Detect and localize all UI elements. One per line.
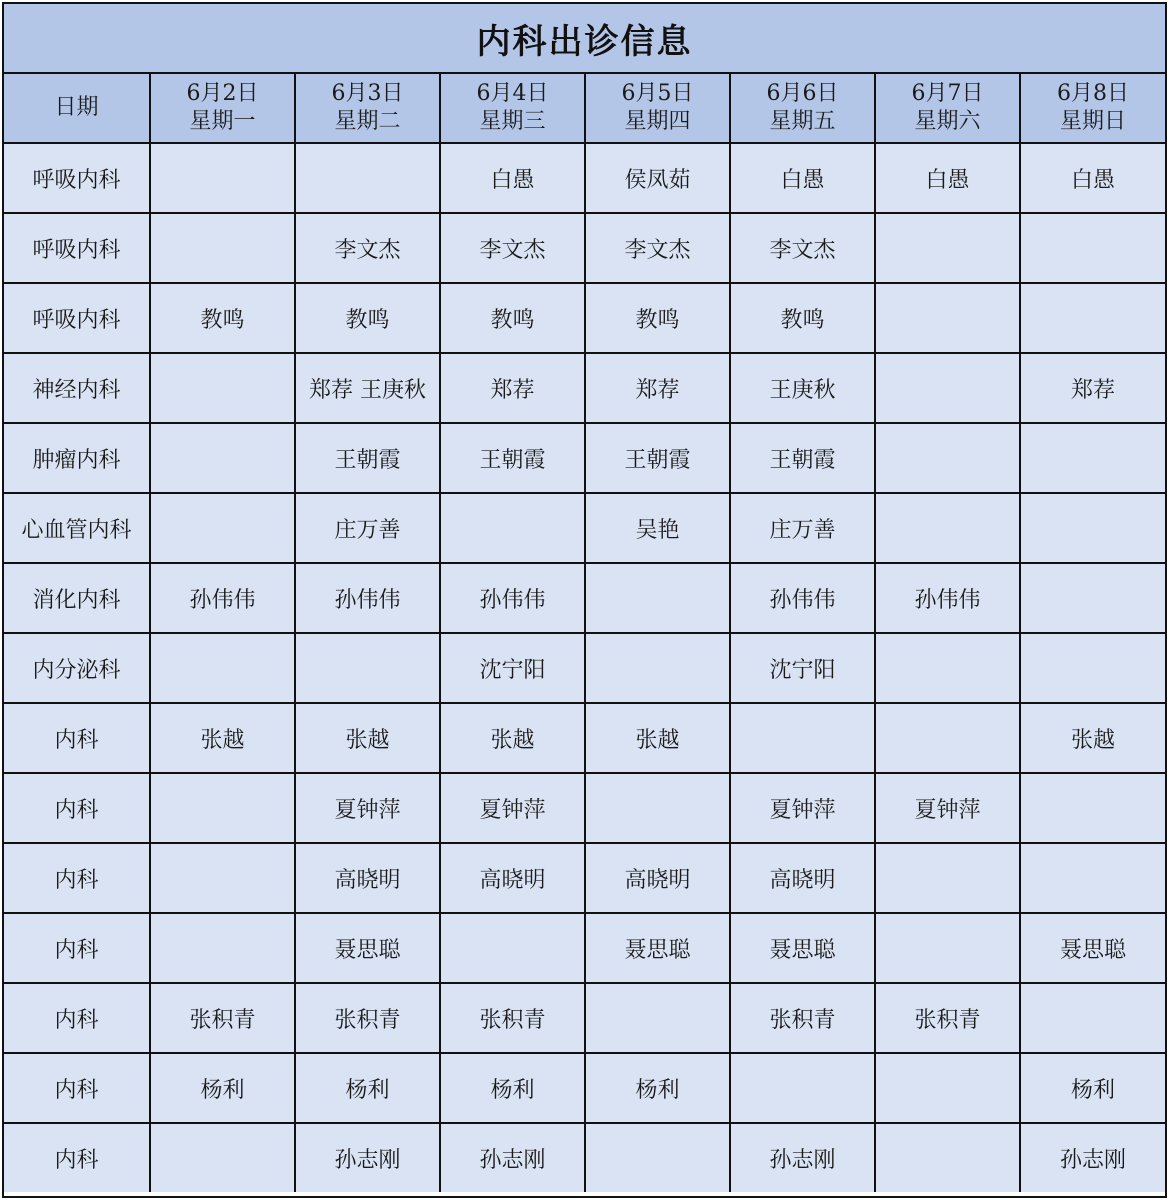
doctor-cell: 杨利	[585, 1053, 730, 1123]
table-row	[4, 983, 1165, 1053]
doctor-cell	[150, 423, 295, 493]
doctor-cell: 李文杰	[295, 213, 440, 283]
table-row	[4, 143, 1165, 213]
department-cell: 消化内科	[4, 563, 150, 633]
table-row	[4, 493, 1165, 563]
doctor-cell: 高晓明	[295, 843, 440, 913]
doctor-cell	[875, 353, 1020, 423]
doctor-cell: 张积青	[440, 983, 585, 1053]
doctor-cell	[150, 773, 295, 843]
day-date: 6月2日	[186, 81, 259, 106]
day-header	[1020, 74, 1165, 143]
doctor-cell	[875, 1123, 1020, 1192]
table-row	[4, 1053, 1165, 1123]
day-date: 6月4日	[476, 81, 549, 106]
doctor-cell: 王朝霞	[295, 423, 440, 493]
doctor-cell: 沈宁阳	[440, 633, 585, 703]
day-date: 6月5日	[621, 81, 694, 106]
doctor-cell: 庄万善	[730, 493, 875, 563]
doctor-cell: 高晓明	[440, 843, 585, 913]
doctor-cell	[1020, 493, 1165, 563]
department-cell: 内科	[4, 1053, 150, 1123]
doctor-cell: 教鸣	[295, 283, 440, 353]
doctor-cell: 李文杰	[585, 213, 730, 283]
doctor-cell	[1020, 843, 1165, 913]
doctor-cell: 聂思聪	[295, 913, 440, 983]
doctor-cell: 教鸣	[730, 283, 875, 353]
doctor-cell: 庄万善	[295, 493, 440, 563]
doctor-cell: 张越	[150, 703, 295, 773]
doctor-cell	[875, 213, 1020, 283]
doctor-cell	[585, 563, 730, 633]
schedule-table	[4, 74, 1165, 1192]
doctor-cell: 杨利	[295, 1053, 440, 1123]
doctor-cell	[150, 353, 295, 423]
doctor-cell: 夏钟萍	[730, 773, 875, 843]
doctor-cell	[295, 143, 440, 213]
doctor-cell: 孙志刚	[295, 1123, 440, 1192]
doctor-cell	[585, 983, 730, 1053]
table-row	[4, 283, 1165, 353]
day-header	[585, 74, 730, 143]
table-row	[4, 773, 1165, 843]
doctor-cell: 王朝霞	[730, 423, 875, 493]
doctor-cell	[875, 283, 1020, 353]
doctor-cell	[585, 1123, 730, 1192]
doctor-cell	[150, 213, 295, 283]
doctor-cell: 孙伟伟	[875, 563, 1020, 633]
department-cell: 神经内科	[4, 353, 150, 423]
doctor-cell: 孙伟伟	[150, 563, 295, 633]
day-header	[875, 74, 1020, 143]
table-row	[4, 213, 1165, 283]
doctor-cell	[1020, 213, 1165, 283]
doctor-cell: 吴艳	[585, 493, 730, 563]
department-cell: 呼吸内科	[4, 283, 150, 353]
doctor-cell: 白愚	[1020, 143, 1165, 213]
doctor-cell	[585, 773, 730, 843]
doctor-cell	[295, 633, 440, 703]
doctor-cell: 王朝霞	[585, 423, 730, 493]
doctor-cell	[875, 633, 1020, 703]
department-cell: 内科	[4, 773, 150, 843]
doctor-cell	[1020, 563, 1165, 633]
doctor-cell	[150, 493, 295, 563]
doctor-cell	[1020, 983, 1165, 1053]
day-header	[295, 74, 440, 143]
doctor-cell: 李文杰	[440, 213, 585, 283]
doctor-cell	[730, 1053, 875, 1123]
doctor-cell: 白愚	[730, 143, 875, 213]
department-cell: 心血管内科	[4, 493, 150, 563]
doctor-cell	[875, 703, 1020, 773]
doctor-cell	[1020, 283, 1165, 353]
day-date: 6月6日	[766, 81, 839, 106]
day-weekday: 星期六	[914, 109, 981, 134]
doctor-cell: 张越	[440, 703, 585, 773]
doctor-cell: 高晓明	[730, 843, 875, 913]
doctor-cell: 杨利	[440, 1053, 585, 1123]
doctor-cell: 张积青	[875, 983, 1020, 1053]
doctor-cell	[875, 843, 1020, 913]
doctor-cell: 侯凤茹	[585, 143, 730, 213]
doctor-cell: 孙伟伟	[730, 563, 875, 633]
doctor-cell: 王朝霞	[440, 423, 585, 493]
doctor-cell: 白愚	[875, 143, 1020, 213]
schedule-sheet	[2, 2, 1167, 1198]
doctor-cell: 孙伟伟	[295, 563, 440, 633]
doctor-cell	[875, 423, 1020, 493]
department-cell: 内科	[4, 1123, 150, 1192]
doctor-cell: 张越	[295, 703, 440, 773]
doctor-cell	[150, 143, 295, 213]
doctor-cell	[875, 493, 1020, 563]
department-cell: 呼吸内科	[4, 213, 150, 283]
day-date: 6月7日	[911, 81, 984, 106]
day-date: 6月8日	[1057, 81, 1129, 106]
doctor-cell: 李文杰	[730, 213, 875, 283]
doctor-cell: 聂思聪	[585, 913, 730, 983]
schedule-title: 内科出诊信息	[4, 4, 1165, 74]
doctor-cell	[150, 913, 295, 983]
table-row	[4, 633, 1165, 703]
doctor-cell: 张积青	[295, 983, 440, 1053]
doctor-cell	[150, 843, 295, 913]
doctor-cell	[1020, 773, 1165, 843]
doctor-cell: 夏钟萍	[440, 773, 585, 843]
doctor-cell	[1020, 423, 1165, 493]
department-cell: 呼吸内科	[4, 143, 150, 213]
doctor-cell	[1020, 633, 1165, 703]
doctor-cell: 张越	[1020, 703, 1165, 773]
doctor-cell	[440, 913, 585, 983]
department-cell: 内科	[4, 843, 150, 913]
department-cell: 内科	[4, 913, 150, 983]
day-weekday: 星期二	[334, 109, 401, 134]
doctor-cell: 教鸣	[440, 283, 585, 353]
doctor-cell	[875, 913, 1020, 983]
doctor-cell: 聂思聪	[730, 913, 875, 983]
doctor-cell	[150, 1123, 295, 1192]
day-weekday: 星期五	[769, 109, 836, 134]
doctor-cell: 郑荐 王庚秋	[295, 353, 440, 423]
doctor-cell: 杨利	[1020, 1053, 1165, 1123]
table-row	[4, 1123, 1165, 1192]
doctor-cell	[150, 633, 295, 703]
doctor-cell	[585, 633, 730, 703]
day-weekday: 星期三	[479, 109, 546, 134]
table-row	[4, 843, 1165, 913]
doctor-cell: 孙志刚	[730, 1123, 875, 1192]
table-row	[4, 703, 1165, 773]
header-row	[4, 74, 1165, 143]
doctor-cell: 孙志刚	[440, 1123, 585, 1192]
table-row	[4, 913, 1165, 983]
doctor-cell: 夏钟萍	[295, 773, 440, 843]
day-weekday: 星期一	[189, 109, 256, 134]
doctor-cell: 张积青	[150, 983, 295, 1053]
table-row	[4, 353, 1165, 423]
doctor-cell: 郑荐	[440, 353, 585, 423]
department-cell: 内分泌科	[4, 633, 150, 703]
doctor-cell: 高晓明	[585, 843, 730, 913]
department-cell: 肿瘤内科	[4, 423, 150, 493]
doctor-cell: 王庚秋	[730, 353, 875, 423]
doctor-cell: 张积青	[730, 983, 875, 1053]
table-row	[4, 563, 1165, 633]
day-weekday: 星期日	[1059, 109, 1126, 134]
day-header	[730, 74, 875, 143]
table-row	[4, 423, 1165, 493]
day-weekday: 星期四	[624, 109, 691, 134]
doctor-cell: 郑荐	[585, 353, 730, 423]
department-cell: 内科	[4, 703, 150, 773]
date-header: 日期	[4, 74, 150, 143]
day-header	[150, 74, 295, 143]
doctor-cell: 张越	[585, 703, 730, 773]
doctor-cell	[440, 493, 585, 563]
doctor-cell: 教鸣	[585, 283, 730, 353]
day-date: 6月3日	[331, 81, 404, 106]
doctor-cell: 聂思聪	[1020, 913, 1165, 983]
doctor-cell: 夏钟萍	[875, 773, 1020, 843]
day-header	[440, 74, 585, 143]
doctor-cell: 郑荐	[1020, 353, 1165, 423]
doctor-cell	[875, 1053, 1020, 1123]
doctor-cell: 白愚	[440, 143, 585, 213]
doctor-cell	[730, 703, 875, 773]
doctor-cell: 杨利	[150, 1053, 295, 1123]
doctor-cell: 教鸣	[150, 283, 295, 353]
doctor-cell: 孙伟伟	[440, 563, 585, 633]
schedule-body	[4, 143, 1165, 1192]
doctor-cell: 孙志刚	[1020, 1123, 1165, 1192]
doctor-cell: 沈宁阳	[730, 633, 875, 703]
department-cell: 内科	[4, 983, 150, 1053]
